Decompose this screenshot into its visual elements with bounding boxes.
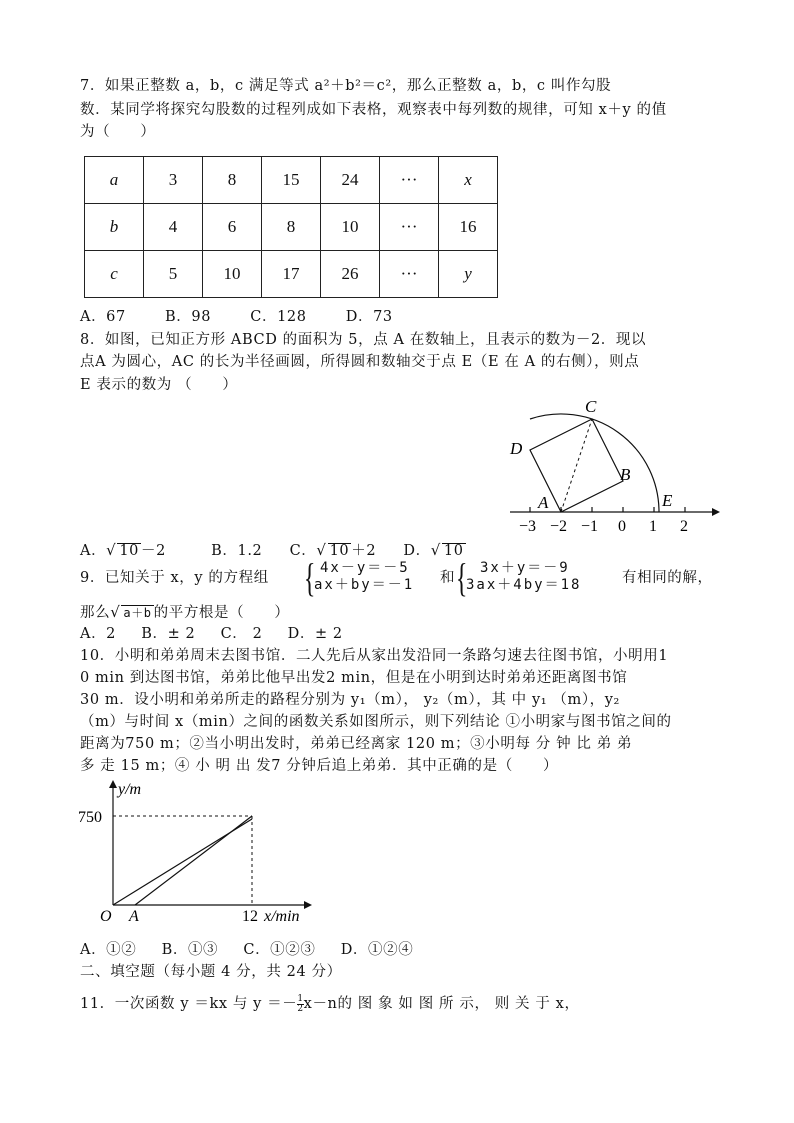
equation: 3x＋y＝－9: [480, 560, 570, 576]
table-cell: y: [439, 251, 498, 298]
point-c-label: C: [585, 397, 597, 416]
table-row: [85, 157, 498, 204]
q7-line-2: 数．某同学将探究勾股数的过程列成如下表格，观察表中每列数的规律，可知 x＋y 的值: [80, 102, 667, 118]
equation-system-2: [466, 560, 581, 594]
point-d-label: D: [510, 439, 523, 458]
square-numberline-figure: [490, 390, 720, 535]
point-e-label: E: [662, 491, 673, 510]
table-cell: 4: [144, 204, 203, 251]
q8-option-b: B．1.2: [211, 543, 263, 559]
point-a-label: A: [129, 908, 139, 925]
point-b-label: B: [620, 465, 631, 484]
table-cell: 26: [321, 251, 380, 298]
q10-line-2: 0 min 到达图书馆，弟弟比他早出发2 min，但是在小明到达时弟弟还距离图书馆: [80, 670, 628, 686]
q10-line-6: 多 走 15 m；④ 小 明 出 发7 分钟后追上弟弟．其中正确的是（ ）: [80, 758, 559, 774]
equation: 4x－y＝－5: [320, 560, 410, 576]
q9-option-a: A．2: [80, 626, 116, 642]
table-cell: ···: [380, 251, 439, 298]
q8-options: [80, 540, 466, 561]
y-tick-label: 750: [78, 809, 102, 826]
q10-option-c: C．①②③: [243, 942, 316, 958]
table-cell: a: [85, 157, 144, 204]
table-cell: x: [439, 157, 498, 204]
tick-label: −2: [550, 518, 568, 535]
table-cell: 15: [262, 157, 321, 204]
line-xiaoming: [135, 816, 252, 905]
q7-option-d: D．73: [345, 309, 393, 325]
q10-line-3: 30 m．设小明和弟弟所走的路程分别为 y₁（m）， y₂（m），其 中 y₁ （m），y₂: [80, 692, 620, 708]
table-row: [85, 251, 498, 298]
q8-line-3: E 表示的数为 （ ）: [80, 377, 238, 393]
q11-line-1: 11．一次函数 y ＝kx 与 y ＝－ $\frac{1}{2}$ x－n的 图 象 如 图 所 示， 则 关 于 x，: [80, 993, 580, 1014]
brace-icon: {: [455, 555, 468, 600]
q8-line-1: 8．如图，已知正方形 ABCD 的面积为 5，点 A 在数轴上，且表示的数为－2．现以: [80, 332, 647, 348]
section-heading: 二、填空题（每小题 4 分，共 24 分）: [80, 964, 342, 980]
circle-arc: [530, 414, 659, 512]
q9-suffix: 有相同的解，: [622, 570, 713, 586]
q8-option-c: C．√ 10 ＋2: [289, 541, 377, 559]
q10-line-4: （m）与时间 x（min）之间的函数关系如图所示，则下列结论 ①小明家与图书馆之间的: [80, 714, 672, 730]
table-cell: 8: [203, 157, 262, 204]
tick-label: 1: [649, 518, 657, 535]
table-cell: c: [85, 251, 144, 298]
table-cell: 10: [203, 251, 262, 298]
table-cell: 3: [144, 157, 203, 204]
q9-option-c: C． 2: [220, 626, 263, 642]
q8-option-d: D．√ 10: [403, 541, 464, 559]
q9-line-2: 那么√ a＋b 的平方根是（ ）: [80, 603, 290, 621]
q7-option-a: A．67: [80, 309, 126, 325]
q9-option-d: D．± 2: [287, 626, 343, 642]
q8-line-2: 点A 为圆心，AC 的长为半径画圆，所得圆和数轴交于点 E（E 在 A 的右侧），则点: [80, 354, 640, 370]
tick-label: −3: [519, 518, 537, 535]
tick-label: 0: [618, 518, 626, 535]
table-cell: 8: [262, 204, 321, 251]
q10-line-5: 距离为750 m；②当小明出发时，弟弟已经离家 120 m；③小明每 分 钟 比 弟 弟: [80, 736, 633, 752]
x-tick-label: 12: [242, 908, 258, 925]
brace-icon: {: [303, 555, 316, 600]
q10-option-d: D．①②④: [340, 942, 414, 958]
equation: ax＋by＝－1: [314, 577, 415, 593]
table-cell: 24: [321, 157, 380, 204]
q7-option-b: B．98: [165, 309, 212, 325]
table-cell: ···: [380, 204, 439, 251]
table-cell: ···: [380, 157, 439, 204]
table-cell: 5: [144, 251, 203, 298]
q7-line-1: 7．如果正整数 a，b，c 满足等式 a²＋b²＝c²，那么正整数 a，b，c 叫作勾股: [80, 78, 612, 94]
point-a-label: A: [538, 493, 549, 512]
q10-line-1: 10．小明和弟弟周末去图书馆．二人先后从家出发沿同一条路匀速去往图书馆，小明用1: [80, 648, 669, 664]
equation: 3ax＋4by＝18: [466, 577, 582, 593]
q7-options: [80, 307, 427, 327]
distance-time-graph: [76, 778, 326, 926]
q9-prefix: 9．已知关于 x，y 的方程组: [80, 570, 269, 586]
tick-label: 2: [680, 518, 688, 535]
q7-option-c: C．128: [250, 309, 307, 325]
table-cell: 16: [439, 204, 498, 251]
q10-option-a: A．①②: [80, 942, 137, 958]
q9-options: [80, 624, 377, 644]
q9-option-b: B．± 2: [141, 626, 196, 642]
y-axis-label: y/m: [118, 781, 142, 798]
table-cell: 10: [321, 204, 380, 251]
q9-connector: 和: [440, 570, 456, 586]
q7-line-3: 为（ ）: [80, 124, 156, 140]
equation-system-1: [314, 560, 414, 594]
q10-options: [80, 940, 447, 960]
table-cell: 17: [262, 251, 321, 298]
pythagorean-table: [84, 156, 498, 298]
tick-label: −1: [581, 518, 599, 535]
fraction: $\frac{1}{2}$: [297, 993, 304, 1014]
table-cell: b: [85, 204, 144, 251]
diagonal-ac: [561, 419, 592, 512]
x-axis-label: x/min: [264, 908, 300, 925]
q10-option-b: B．①③: [161, 942, 219, 958]
origin-label: O: [100, 908, 112, 925]
table-row: [85, 204, 498, 251]
q8-option-a: A．√ 10 －2: [80, 541, 166, 559]
table-cell: 6: [203, 204, 262, 251]
